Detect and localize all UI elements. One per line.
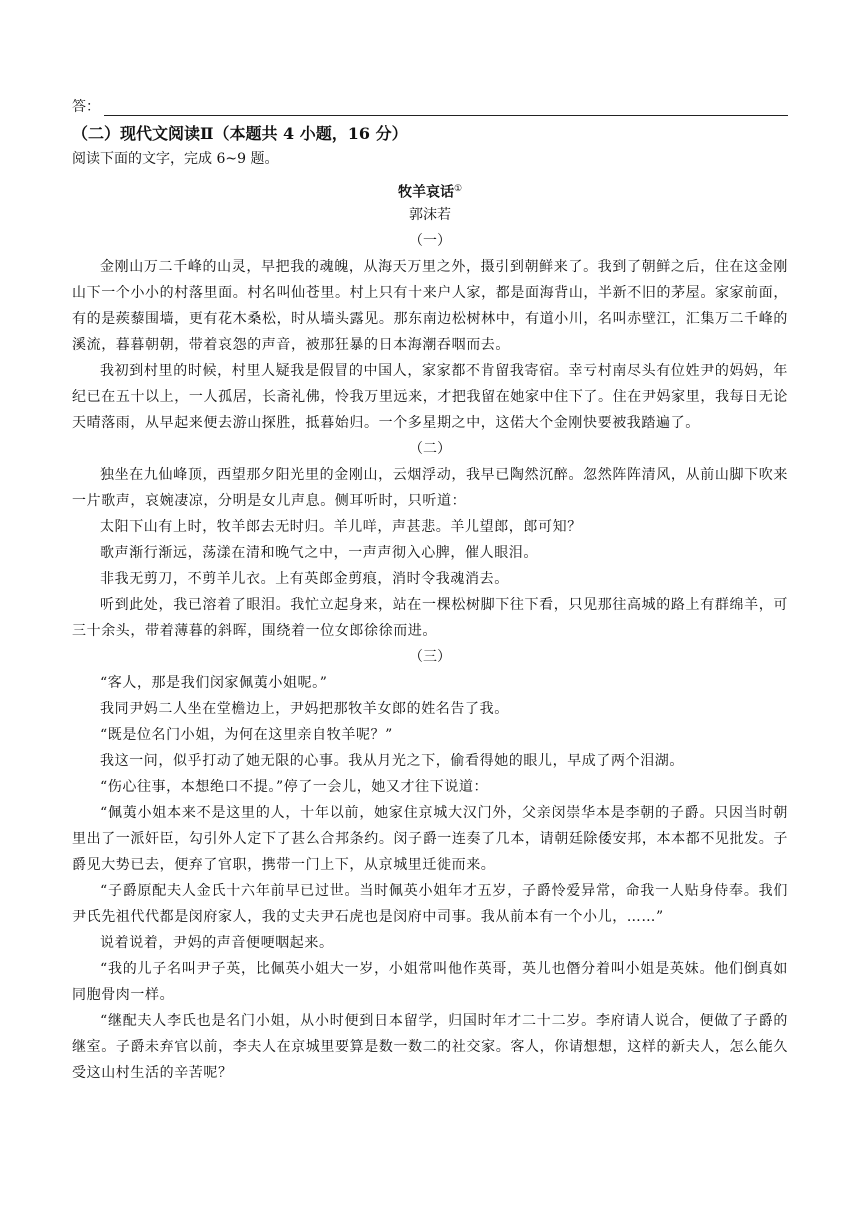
paragraph: “伤心往事，本想绝口不提。”停了一会儿，她又才往下说道： xyxy=(100,779,489,795)
paragraph: 歌声渐行渐远，荡漾在清和晚气之中，一声声彻入心脾，催人眼泪。 xyxy=(100,545,538,561)
song-line: 非我无剪刀，不剪羊儿衣。上有英郎金剪痕，消时令我魂消去。 xyxy=(100,571,509,587)
footnote-mark: ① xyxy=(453,184,463,194)
article-title xyxy=(72,176,788,202)
paragraph: 独坐在九仙峰顶，西望那夕阳光里的金刚山，云烟浮动，我早已陶然沉醉。忽然阵阵清风，从前山脚下吹来一片歌声，哀婉凄凉，分明是女儿声息。侧耳听时，只听道： xyxy=(72,467,788,509)
song-line: 太阳下山有上时，牧羊郎去无时归。羊儿咩，声甚悲。羊儿望郎，郎可知？ xyxy=(100,519,582,535)
paragraph: 我这一问，似乎打动了她无限的心事。我从月光之下，偷看得她的眼儿，早成了两个泪湖。 xyxy=(100,753,684,769)
answer-prefix: 答： xyxy=(72,99,100,115)
paragraph: 说着说着，尹妈的声音便哽咽起来。 xyxy=(100,935,334,951)
paragraph: 我同尹妈二人坐在堂檐边上，尹妈把那牧羊女郎的姓名告了我。 xyxy=(100,701,509,717)
paragraph: 金刚山万二千峰的山灵，早把我的魂魄，从海天万里之外，摄引到朝鲜来了。我到了朝鲜之后，住在这金刚山下一个小小的村落里面。村名叫仙苍里。村上只有十来户人家，都是面海背山，半新不旧的茅屋。家家前面，有的是蒺藜围墙，更有花木桑松，时从墙头露见。那东南边松树林中，有道小川，名叫赤壁江，汇集万二千峰的溪流，暮暮朝朝，带着哀怨的声音，被那狂暴的日本海潮吞咽而去。 xyxy=(72,259,788,353)
article-author: 郭沫若 xyxy=(409,207,451,223)
paragraph: 我初到村里的时候，村里人疑我是假冒的中国人，家家都不肯留我寄宿。幸亏村南尽头有位姓尹的妈妈，年纪已在五十以上，一人孤居，长斋礼佛，怜我万里远来，才把我留在她家中住下了。住在尹妈家里，我每日无论天晴落雨，从早起来便去游山探胜，抵暮始归。一个多星期之中，这偌大个金刚快要被我踏遍了。 xyxy=(72,363,788,431)
paragraph: “佩荑小姐本来不是这里的人，十年以前，她家住京城大汉门外，父亲闵崇华本是李朝的子爵。只因当时朝里出了一派奸臣，勾引外人定下了甚么合邦条约。闵子爵一连奏了几本，请朝廷除倭安邦，本本都不见批发。子爵见大势已去，便弃了官职，携带一门上下，从京城里迁徙而来。 xyxy=(72,805,788,873)
answer-line xyxy=(72,96,788,116)
paragraph: “既是位名门小姐，为何在这里亲自牧羊呢？” xyxy=(100,727,393,743)
paragraph: “客人，那是我们闵家佩荑小姐呢。” xyxy=(100,675,328,691)
paragraph: 听到此处，我已溶着了眼泪。我忙立起身来，站在一棵松树脚下往下看，只见那往高城的路上有群绵羊，可三十余头，带着薄暮的斜晖，围绕着一位女郎徐徐而进。 xyxy=(72,597,788,639)
article-title-text: 牧羊哀话 xyxy=(397,184,454,201)
paragraph: “我的儿子名叫尹子英，比佩英小姐大一岁，小姐常叫他作英哥，英儿也僭分着叫小姐是英妹。他们倒真如同胞骨肉一样。 xyxy=(72,961,788,1003)
part-label: （三） xyxy=(409,649,451,665)
answer-blank xyxy=(104,101,788,116)
exam-page xyxy=(72,96,788,1086)
paragraph: “继配夫人李氏也是名门小姐，从小时便到日本留学，归国时年才二十二岁。李府请人说合，便做了子爵的继室。子爵未弃官以前，李夫人在京城里要算是数一数二的社交家。客人，你请想想，这样的新夫人，怎么能久受这山村生活的辛苦呢？ xyxy=(72,1013,788,1081)
reading-instruction: 阅读下面的文字，完成 6~9 题。 xyxy=(72,151,279,167)
paragraph: “子爵原配夫人金氏十六年前早已过世。当时佩英小姐年才五岁，子爵怜爱异常，命我一人贴身侍奉。我们尹氏先祖代代都是闵府家人，我的丈夫尹石虎也是闵府中司事。我从前本有一个小儿，……” xyxy=(72,883,788,925)
part-label: （二） xyxy=(409,441,451,457)
section-heading: （二）现代文阅读Ⅱ（本题共 4 小题，16 分） xyxy=(72,124,408,143)
part-label: （一） xyxy=(409,233,451,249)
